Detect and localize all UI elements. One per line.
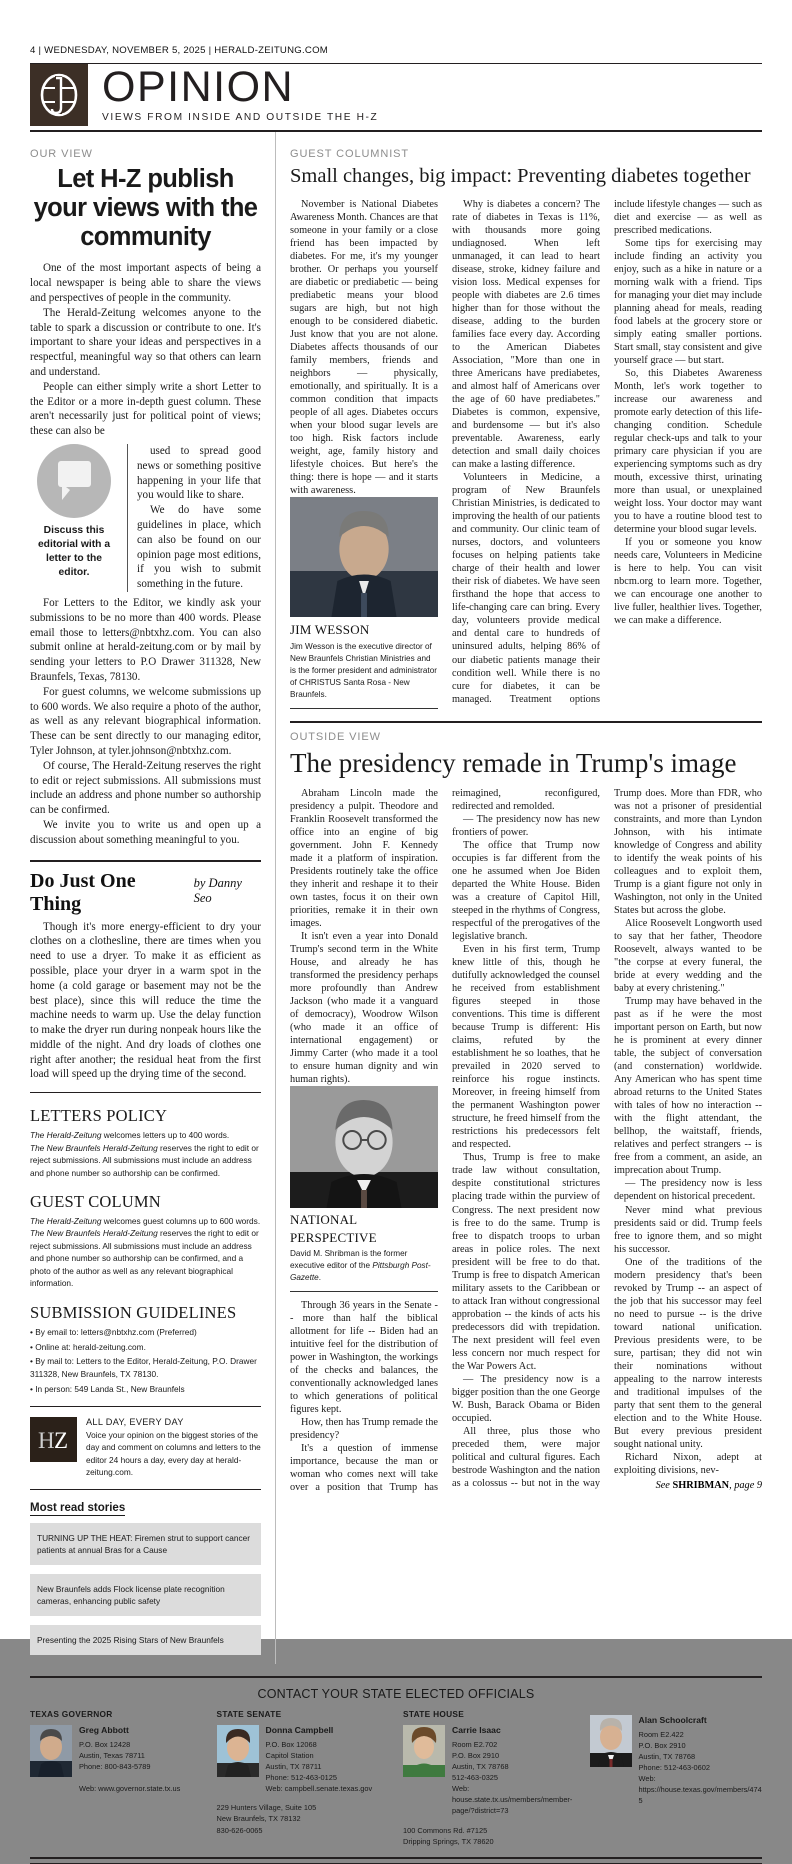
outside-view-paragraph: Through 36 years in the Senate -- more than half the biblical allotment for life -- Biden had an intuitive feel for the distribution of power in Washington, the workings of the checks and balances, the conventionally acknowledged lanes to which generations of political figures kept. (290, 1299, 438, 1415)
outside-view-paragraph: Alice Roosevelt Longworth used to say that her father, Theodore Roosevelt, always wanted to be "the corpse at every funeral, the bride at every wedding and the baby at every christening." (614, 918, 762, 995)
guest-columnist-paragraph: Volunteers in Medicine, a program of New Braunfels Christian Ministries, is dedicated to improving the health of our patients and community. Our clinic team of nurses, doctors, and volunteers focuses on helping patients take charge of their health and lower their risk of diabetes. We have seen firsthand the hope that access to life-changing care can bring. Every day, volunteers provide medical and dental care to hundreds of uninsured adults, helping 86% of our diabetic patients manage their condition well. While there is no cure for diabetes, it can be managed. Treatment options include lifestyle changes — such as diet and exercise — as well as prescribed medications. (452, 198, 762, 705)
official-contact-lines: Room E2.702 P.O. Box 2910 Austin, TX 78768 512-463-0325 Web: house.state.tx.us/members/member-page/?district=73 (452, 1739, 573, 1816)
letters-policy-text: welcomes letters up to 400 words. (101, 1130, 230, 1141)
official-contact-lines: Room E2.422 P.O. Box 2910 Austin, TX 78768 Phone: 512-463-0602 Web: https://house.texas.gov/members/4745 (638, 1729, 762, 1806)
our-view-paragraph: For Letters to the Editor, we kindly ask your submissions to be no more than 400 words. Please email those to letters@nbtxhz.com. You can also submit online at herald-zeitung.com or by mail by sending your letters to P.O Drawer 311328, New Braunfels, Texas, 78130. (30, 596, 261, 683)
letters-policy-paper-name: The New Braunfels Herald-Zeitung (30, 1142, 158, 1153)
editorial-promo-caption: Discuss this editorial with a letter to the editor. (37, 525, 111, 578)
our-view-paragraph: For guest columns, we welcome submissions up to 600 words. We also require a photo of the author, as well as any relevant biographical information. These can be sent directly to our managing editor, Tyler Johnson, at tyler.johnson@nbtxhz.com. (30, 685, 261, 757)
footer-divider (30, 1676, 762, 1678)
svg-text:H: H (37, 1428, 55, 1454)
contact-person (403, 1725, 576, 1817)
svg-text:Z: Z (53, 1428, 68, 1454)
do-just-one-thing-byline: by Danny Seo (193, 875, 242, 905)
do-just-one-thing-header (30, 870, 261, 916)
contact-column-governor (30, 1709, 203, 1847)
guest-column-policy-heading: GUEST COLUMN (30, 1192, 161, 1212)
columnist-label-line2: PERSPECTIVE (290, 1229, 377, 1245)
contact-person (30, 1725, 203, 1795)
guest-column-paper-name: The Herald-Zeitung (30, 1216, 102, 1227)
our-view-paragraph: One of the most important aspects of being a local newspaper is being able to share the views and perspectives of people in the community. (30, 262, 261, 305)
outside-view-paragraph: Never mind what previous presidents said or did. Trump feels free to ignore them, and so might his successor. (614, 1204, 762, 1255)
official-name: Carrie Isaac (452, 1724, 501, 1735)
herald-zeitung-logo-icon (30, 64, 88, 126)
section-divider (30, 1406, 261, 1407)
letters-policy-heading: LETTERS POLICY (30, 1106, 168, 1126)
official-photo (403, 1725, 445, 1777)
our-view-paragraph: People can either simply write a short Letter to the Editor or a more in-depth guest column. These aren't necessarily just for political point of views; these can also be (30, 380, 261, 438)
contact-person (217, 1725, 390, 1795)
section-divider (30, 1092, 261, 1093)
all-day-heading: ALL DAY, EVERY DAY (86, 1416, 184, 1427)
page-bottom-rule (30, 1857, 762, 1859)
continuation-suffix: , page 9 (729, 1479, 762, 1491)
official-photo (590, 1715, 632, 1767)
columnist-bio-text: David M. Shribman is the former executive editor of the (290, 1248, 408, 1270)
guest-columnist-headline: Small changes, big impact: Preventing diabetes together (290, 165, 751, 187)
outside-view-paragraph: Trump may have behaved in the past as if he were the most important person on Earth, but now he is prominent at every dinner table, the subject of conversation (and consternation) worldwide. Any American who has spent time abroad returns to the United States with tales of how no interaction -- with the flight attendant, the bellhop, the waitstaff, friends, relatives and perfect strangers -- is free from a comment, an aside, an imprecation about Trump. (614, 996, 762, 1177)
letters-policy-paper-name: The Herald-Zeitung (30, 1130, 102, 1141)
letters-policy-line (30, 1142, 261, 1179)
section-divider (30, 860, 261, 862)
editorial-promo (30, 444, 261, 592)
outside-view-paragraph: Thus, Trump is free to make trade law without consultation, despite constitutional strictures placing trade within the purview of Congress. The next president now is free to do the same. Trump is free to dispatch troops to urban areas in police roles. The next president will be free to do that. Trump is free to dispatch American military assets to the Caribbean or to attack Iran without congressional approbation -- the kinds of acts his predecessors did with trepidation. The next president will feel even less concern nor much respect for the War Powers Act. (452, 1152, 600, 1372)
continuation-prefix: See (655, 1479, 673, 1491)
author-figure (290, 497, 438, 708)
page-folio: 4 | WEDNESDAY, NOVEMBER 5, 2025 | HERALD-ZEITUNG.COM (30, 45, 329, 56)
columnist-figure (290, 1086, 438, 1291)
contact-person (590, 1715, 763, 1807)
guest-column-policy-line (30, 1215, 261, 1227)
figure-divider (290, 1291, 438, 1292)
hz-badge-icon (30, 1417, 77, 1462)
outside-view-paragraph: It's a question of immense importance, because the man or woman who comes next will take over a position that Trump has reimagined, reconfigured, redirected and remolded. (290, 788, 600, 1493)
outside-view-paragraph: — The presidency now is a bigger position than the one George W. Bush, Barack Obama or Biden occupied. (452, 1373, 600, 1424)
outside-view-paragraph: Even in his first term, Trump knew little of this, though he dutifully acknowledged the counsel he received from establishment figures steeped in those conventions. This time is different because Trump is different: His claims, refuted by the establishment he so loathes, that he prevailed in 2020 served to reinforce his rogue instincts. Moreover, in freeing himself from the permanent Washington power structure, he freed himself from the restrictions his predecessors felt and respected. (452, 944, 600, 1151)
all-day-every-day-block (30, 1417, 261, 1479)
contact-office-label: TEXAS GOVERNOR (30, 1708, 113, 1719)
guest-columnist-kicker: GUEST COLUMNIST (290, 148, 410, 160)
official-contact-lines: P.O. Box 12068 Capitol Station Austin, TX 78711 Phone: 512-463-0125 Web: campbell.senate.texas.gov (265, 1739, 373, 1794)
official-extra-address: 229 Hunters Village, Suite 105 New Braunfels, TX 78132 830-626-0065 (216, 1803, 317, 1835)
letters-policy-line (30, 1129, 261, 1141)
official-name: Donna Campbell (265, 1724, 334, 1735)
columnist-photo (290, 1086, 438, 1208)
submission-guideline-item: • By mail to: Letters to the Editor, Herald-Zeitung, P.O. Drawer 311328, New Braunfels, TX 78130. (30, 1356, 257, 1380)
columnist-label-line1: NATIONAL (290, 1212, 358, 1228)
guest-columnist-paragraph: Why is diabetes a concern? The rate of diabetes in Texas is 11%, with thousands more going undiagnosed. When left unmanaged, it can lead to heart disease, stroke, kidney failure and vision loss. Medical expenses for people with diabetes are 2.6 times higher than for those without the disease, adding to the burden families face every day. According to the American Diabetes Association, "More than one in three Americans have prediabetes, and almost half of Americans over the age of 60 have prediabetes." Diabetes is common, expensive, and burdensome — but it's also preventable. Awareness, early detection and small daily choices can make a lasting difference. (452, 198, 600, 471)
guest-columnist-paragraph: Some tips for exercising may include finding an activity you enjoy, such as a hike in nature or a morning walk with a friend. Tips for managing your diet may include planning ahead for meals, reading food labels at the grocery store or simply eating smaller portions. Start small, stay consistent and give yourself grace — but start. (614, 238, 762, 367)
figure-divider (290, 708, 438, 709)
our-view-paragraph: We invite you to write us and open up a discussion about something meaningful to you. (30, 818, 261, 846)
contact-office-label: STATE SENATE (216, 1708, 282, 1719)
outside-view-paragraph: It isn't even a year into Donald Trump's second term in the White House, and already he has transformed the presidency perhaps more profoundly than Andrew Jackson (who made it a vanguard of democracy), Woodrow Wilson (who made it an office of international engagement) or Jimmy Carter (who made it a tool to ensure human dignity and win human rights). (290, 931, 438, 1086)
official-photo (30, 1725, 72, 1777)
outside-view-kicker: OUTSIDE VIEW (290, 730, 381, 743)
speech-bubble-icon (37, 444, 111, 518)
guest-columnist-paragraph: November is National Diabetes Awareness Month. Chances are that someone in your family or a close friend has been impacted by diabetes. For me, it's my younger brother. Or perhaps you yourself are diabetic or prediabetic — being prediabetic means your blood sugars are high, but not high enough to be considered diabetic. Just know that you are not alone. Diabetes affects thousands of our family members, friends and neighbors — physically, emotionally, and spiritually. It is a common condition that impacts people of all ages. Diabetes occurs when your blood sugar levels are too high. Risk factors include weight, age, family history and lifestyle choices. But here's the thing: there is hope — and it starts with awareness. (290, 198, 438, 497)
official-extra-address: 100 Commons Rd. #7125 Dripping Springs, TX 78620 (403, 1825, 494, 1846)
masthead (30, 64, 762, 126)
submission-guideline-item: • In person: 549 Landa St., New Braunfels (30, 1384, 185, 1395)
masthead-title: OPINION (102, 63, 295, 112)
outside-view-paragraph: The office that Trump now occupies is far different from the one he assumed when Joe Biden departed the White House. Biden was a creature of Capitol Hill, steeped in the rhythms of Congress, respectful of the prerogatives of the legislative branch. (452, 840, 600, 943)
list-item[interactable]: Presenting the 2025 Rising Stars of New Braunfels (30, 1625, 261, 1655)
guest-columnist-body (290, 198, 762, 709)
submission-guidelines-heading: SUBMISSION GUIDELINES (30, 1302, 237, 1322)
all-day-text: Voice your opinion on the biggest stories of the day and comment on columns and letters to the editor 24 hours a day, every day at herald-zeitung.com. (86, 1429, 261, 1478)
guest-column-text: welcomes guest columns up to 600 words. (101, 1216, 261, 1227)
our-view-kicker: OUR VIEW (30, 148, 93, 160)
our-view-headline: Let H-Z publish your views with the community (33, 165, 258, 251)
continuation-slug: SHRIBMAN (672, 1479, 730, 1491)
outside-view-paragraph: — The presidency now is less dependent on historical precedent. (614, 1178, 762, 1203)
contact-column-state-house (403, 1709, 576, 1847)
letters-policy-text: reserves the right to edit or reject submissions. All submissions must include an address and phone number so authorship can be confirmed. (30, 1142, 259, 1178)
our-view-wrap-paragraph: We do have some guidelines in place, which can also be found on our opinion page most editions, if you wish to submit something in the future. (137, 504, 261, 591)
contact-office-label: STATE HOUSE (403, 1708, 465, 1719)
our-view-wrap-paragraph: used to spread good news or something positive happening in your life that you would like to share. (137, 445, 261, 502)
submission-guideline-item: • Online at: herald-zeitung.com. (30, 1341, 146, 1352)
list-item[interactable]: TURNING UP THE HEAT: Firemen strut to support cancer patients at annual Bras for a Cause (30, 1523, 261, 1565)
author-photo (290, 497, 438, 617)
outside-view-paragraph: One of the traditions of the modern presidency that's been revoked by Trump -- an aspect of the job that his successor may feel no need to pursue -- is the drive toward national unification. Previous presidents were, to be sure, partisan; they did not win their nominations without appealing to the narrow interests and traditional impulses of the party that sent them to the general election and to the White House. But every previous president sought national unity. (614, 1256, 762, 1450)
contact-grid (30, 1709, 762, 1847)
right-column (275, 132, 762, 1664)
continuation-line[interactable] (614, 1480, 762, 1491)
guest-columnist-paragraph: If you or someone you know needs care, Volunteers in Medicine is here to help. You can visit nbcm.org to learn more. Together, we can encourage one another to live fuller, healthier lives. Together, we can make a difference. (614, 537, 762, 627)
official-photo (217, 1725, 259, 1777)
official-name: Alan Schoolcraft (638, 1714, 707, 1725)
submission-guideline-item: • By email to: letters@nbtxhz.com (Preferred) (30, 1326, 197, 1337)
masthead-subtitle: VIEWS FROM INSIDE AND OUTSIDE THE H-Z (102, 111, 379, 123)
author-bio: Jim Wesson is the executive director of New Braunfels Christian Ministries and is the former president and administrator of CHRISTUS Santa Rosa - New Braunfels. (290, 642, 437, 699)
most-read-heading[interactable]: Most read stories (30, 1501, 126, 1514)
outside-view-paragraph: All three, plus those who preceded them, were major political and cultural figures. Each bestrode Washington and the nation as a colossus -- but not in the way Trump does. More than FDR, who was not a prisoner of presidential constraints, and more than Lyndon Johnson, with his intimate knowledge of Congress and ability to identify the weak points of his colleagues and to exploit them, Trump is a giant figure not only in Washington, not only in the United States but across the globe. (452, 788, 762, 1489)
guest-column-text: reserves the right to edit or reject submissions. All submissions must include an address and phone number so authorship can be confirmed, and a photo of the author as well as any relevant biographical information. (30, 1228, 259, 1289)
author-name: JIM WESSON (290, 622, 370, 638)
outside-view-headline: The presidency remade in Trump's image (290, 747, 737, 778)
outside-view-body (290, 787, 762, 1494)
outside-view-paragraph: Richard Nixon, adept at exploiting divisions, nev- (614, 1451, 762, 1476)
official-contact-lines: P.O. Box 12428 Austin, Texas 78711 Phone: 800-843-5789 Web: www.governor.state.tx.us (79, 1739, 181, 1794)
columnist-bio-publication: Pittsburgh Post-Gazette (290, 1260, 431, 1282)
section-divider (30, 1489, 261, 1490)
contact-column-state-house-2 (590, 1709, 763, 1847)
outside-view-paragraph: — The presidency now has new frontiers of power. (452, 814, 600, 839)
outside-view-paragraph: How, then has Trump remade the presidency? (290, 1416, 438, 1441)
contact-section-title: CONTACT YOUR STATE ELECTED OFFICIALS (257, 1686, 535, 1701)
section-divider (290, 721, 762, 723)
contact-column-state-senate (217, 1709, 390, 1847)
do-just-one-thing-title: Do Just One Thing (30, 869, 136, 915)
guest-column-policy-line (30, 1227, 261, 1289)
outside-view-paragraph: Abraham Lincoln made the presidency a pulpit. Theodore and Franklin Roosevelt transformed the office into an engine of big government. John F. Kennedy made it a platform of inspiration. Presidents routinely take the office they inherit and reshape it to their own tastes, focus it on their own priorities, remake it in their own images. (290, 788, 438, 930)
official-name: Greg Abbott (79, 1724, 129, 1735)
our-view-paragraph: The Herald-Zeitung welcomes anyone to the table to spark a discussion or contribute to one. It's important to share your ideas and perspectives in a respectful, meaningful way so that others can learn and understand. (30, 306, 261, 379)
guest-column-paper-name: The New Braunfels Herald-Zeitung (30, 1228, 158, 1239)
do-just-one-thing-body: Though it's more energy-efficient to dry your clothes on a clothesline, there are times when you need to use a dryer. To make it as efficient as possible, place your dryer in a warm spot in the home (a cold garage or basement may not be the best place), since this will reduce the time the machine needs to warm up. Use the delay function to make the dryer run during nonpeak hours like the middle of the night. And dry loads of clothes one right after another; the residual heat from the first load will speed up the drying time of the second. (30, 920, 261, 1081)
content-grid (30, 132, 762, 1664)
left-column (30, 132, 275, 1664)
columnist-bio-end: . (318, 1272, 321, 1282)
columnist-bio (290, 1248, 438, 1284)
our-view-paragraph: Of course, The Herald-Zeitung reserves the right to edit or reject submissions. All submissions must include an address and phone number so authorship can be confirmed. (30, 759, 261, 817)
guest-columnist-paragraph: So, this Diabetes Awareness Month, let's work together to increase our awareness and promote early detection of this life-changing condition. Schedule regular check-ups and talk to your primary care physician if you are experiencing symptoms such as dry mouth, excessive thirst, urinating more than usual, or unexplained weight loss. Your doctor may want you to have a routine blood test to determine your blood sugar levels. (614, 368, 762, 536)
list-item[interactable]: New Braunfels adds Flock license plate recognition cameras, enhancing public safety (30, 1574, 261, 1616)
